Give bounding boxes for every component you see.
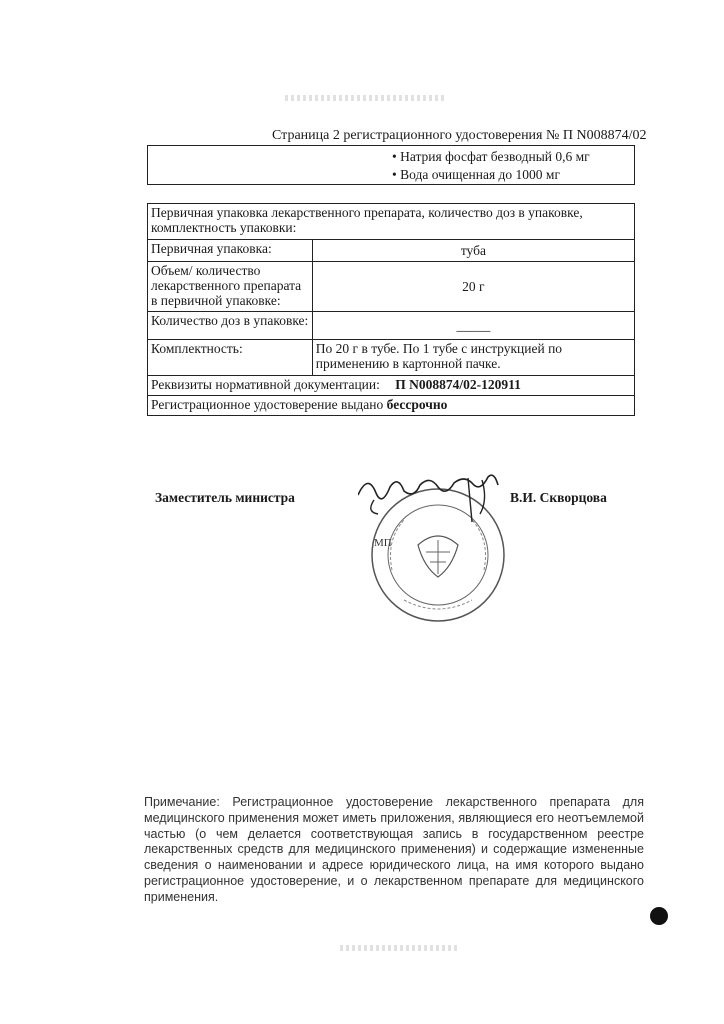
scan-artifact-top <box>285 95 445 101</box>
row-label-doses: Количество доз в упаковке: <box>148 312 313 340</box>
seal-label: МП <box>374 537 392 549</box>
row-label-primary-package: Первичная упаковка: <box>148 240 313 262</box>
validity-prefix: Регистрационное удостоверение выдано <box>151 397 384 412</box>
signature-icon <box>358 475 498 499</box>
footnote: Примечание: Регистрационное удостоверение лекарственного препарата для медицинского применения может иметь приложения, являющиеся его неотъемлемой частью (о чем делается соответствующая запись в государственном реестре лекарственных средств для медицинского применения) и содержащие измененные сведения о наименовании и адресе юридического лица, на имя которого выдано регистрационное удостоверение, и о лекарственном препарате для медицинского применения. <box>144 795 644 904</box>
packaging-table <box>147 203 635 416</box>
row-value-volume: 20 г <box>312 262 634 312</box>
norm-doc-label: Реквизиты нормативной документации: <box>151 377 380 392</box>
norm-doc-value: П N008874/02-120911 <box>395 377 521 392</box>
scan-artifact-bottom <box>340 945 460 951</box>
composition-line-2: • Вода очищенная до 1000 мг <box>392 167 560 182</box>
official-seal-icon <box>358 470 518 630</box>
composition-box <box>147 145 635 185</box>
row-value-primary-package: туба <box>312 240 634 262</box>
signer-name: В.И. Скворцова <box>510 490 607 505</box>
row-label-volume: Объем/ количество лекарственного препарата в первичной упаковке: <box>148 262 313 312</box>
packaging-section-title: Первичная упаковка лекарственного препарата, количество доз в упаковке, комплектность упаковки: <box>148 204 635 240</box>
row-label-completeness: Комплектность: <box>148 340 313 376</box>
scan-mark-dot <box>650 907 668 925</box>
norm-doc-row <box>148 376 635 396</box>
signer-title: Заместитель министра <box>155 490 295 505</box>
row-value-doses: _____ <box>312 312 634 340</box>
row-value-completeness: По 20 г в тубе. По 1 тубе с инструкцией по применению в картонной пачке. <box>312 340 634 376</box>
composition-line-1: • Натрия фосфат безводный 0,6 мг <box>392 149 590 164</box>
page-header: Страница 2 регистрационного удостоверения № П N008874/02 <box>272 128 647 143</box>
validity-value: бессрочно <box>386 397 448 412</box>
validity-row <box>148 396 635 416</box>
